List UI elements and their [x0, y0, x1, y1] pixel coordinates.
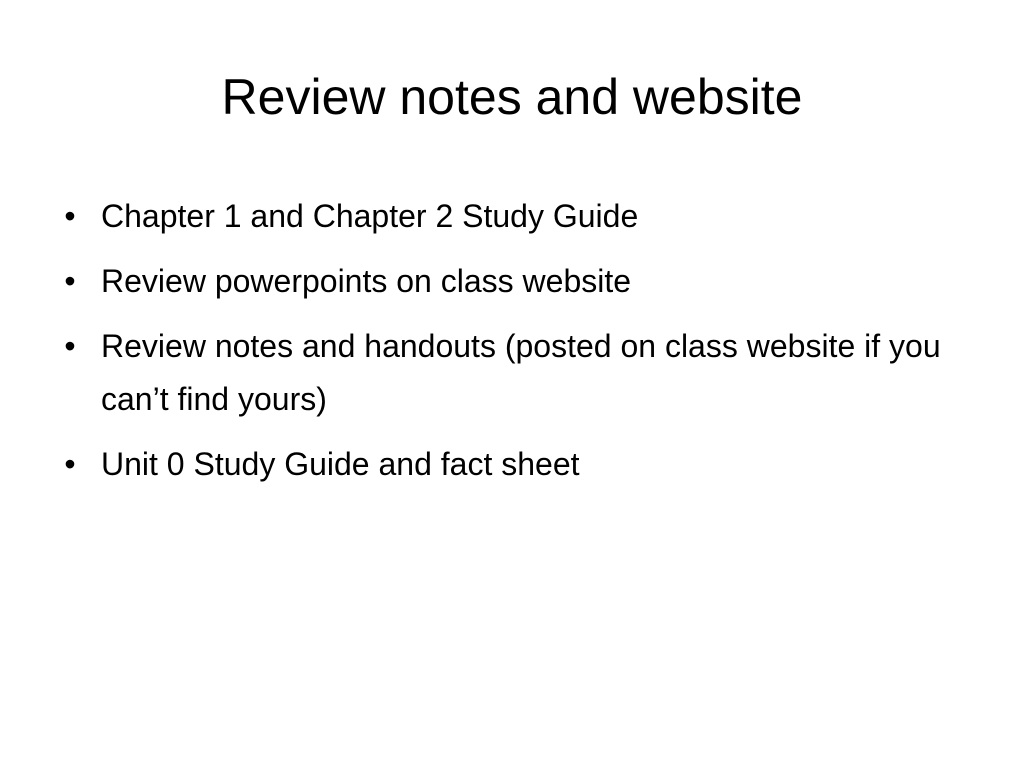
list-item — [58, 190, 958, 243]
bullet-icon: • — [64, 263, 76, 299]
list-item-text: Unit 0 Study Guide and fact sheet — [101, 446, 580, 482]
list-item — [58, 255, 958, 308]
bullet-list — [58, 190, 958, 503]
slide-title: Review notes and website — [221, 69, 803, 125]
list-item-text: Chapter 1 and Chapter 2 Study Guide — [101, 198, 639, 234]
bullet-icon: • — [64, 446, 76, 482]
bullet-icon: • — [64, 328, 76, 364]
bullet-icon: • — [64, 198, 76, 234]
list-item — [58, 320, 958, 426]
list-item — [58, 438, 958, 491]
list-item-text: Review notes and handouts (posted on class website if you can’t find yours) — [101, 328, 941, 417]
list-item-text: Review powerpoints on class website — [101, 263, 632, 299]
